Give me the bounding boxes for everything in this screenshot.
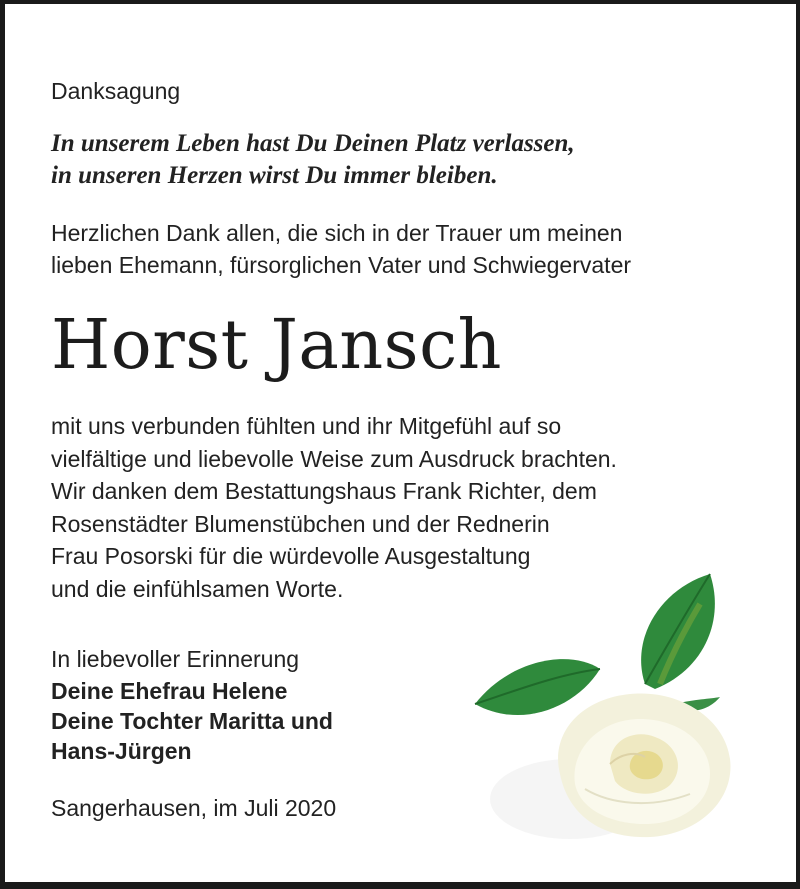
body-line: mit uns verbunden fühlten und ihr Mitgefühl auf so — [51, 413, 562, 439]
quote-line: In unserem Leben hast Du Deinen Platz verlassen, — [51, 130, 575, 157]
intro-line: lieben Ehemann, fürsorglichen Vater und Schwiegervater — [51, 252, 632, 278]
body-line: vielfältige und liebevolle Weise zum Ausdruck brachten. — [51, 445, 617, 472]
family-line: Deine Ehefrau Helene — [51, 678, 288, 704]
deceased-name: Horst Jansch — [51, 306, 502, 385]
quote — [51, 128, 575, 192]
heading: Danksagung — [51, 78, 181, 104]
quote-line: in unseren Herzen wirst Du immer bleiben. — [51, 162, 498, 189]
body-line: Wir danken dem Bestattungshaus Frank Richter, dem — [51, 478, 597, 504]
family-line: Hans-Jürgen — [51, 738, 192, 764]
family-signature — [51, 676, 333, 766]
family-line: Deine Tochter Maritta und — [51, 708, 333, 734]
intro-line: Herzlichen Dank allen, die sich in der Trauer um meinen — [51, 220, 623, 246]
body-line: Frau Posorski für die würdevolle Ausgestaltung — [51, 543, 531, 569]
memory-line: In liebevoller Erinnerung — [51, 646, 300, 672]
place-date: Sangerhausen, im Juli 2020 — [51, 795, 337, 821]
body-line: und die einfühlsamen Worte. — [51, 575, 344, 602]
white-rose-icon — [460, 559, 750, 859]
intro-paragraph — [51, 217, 631, 281]
body-line: Rosenstädter Blumenstübchen und der Rednerin — [51, 510, 550, 537]
